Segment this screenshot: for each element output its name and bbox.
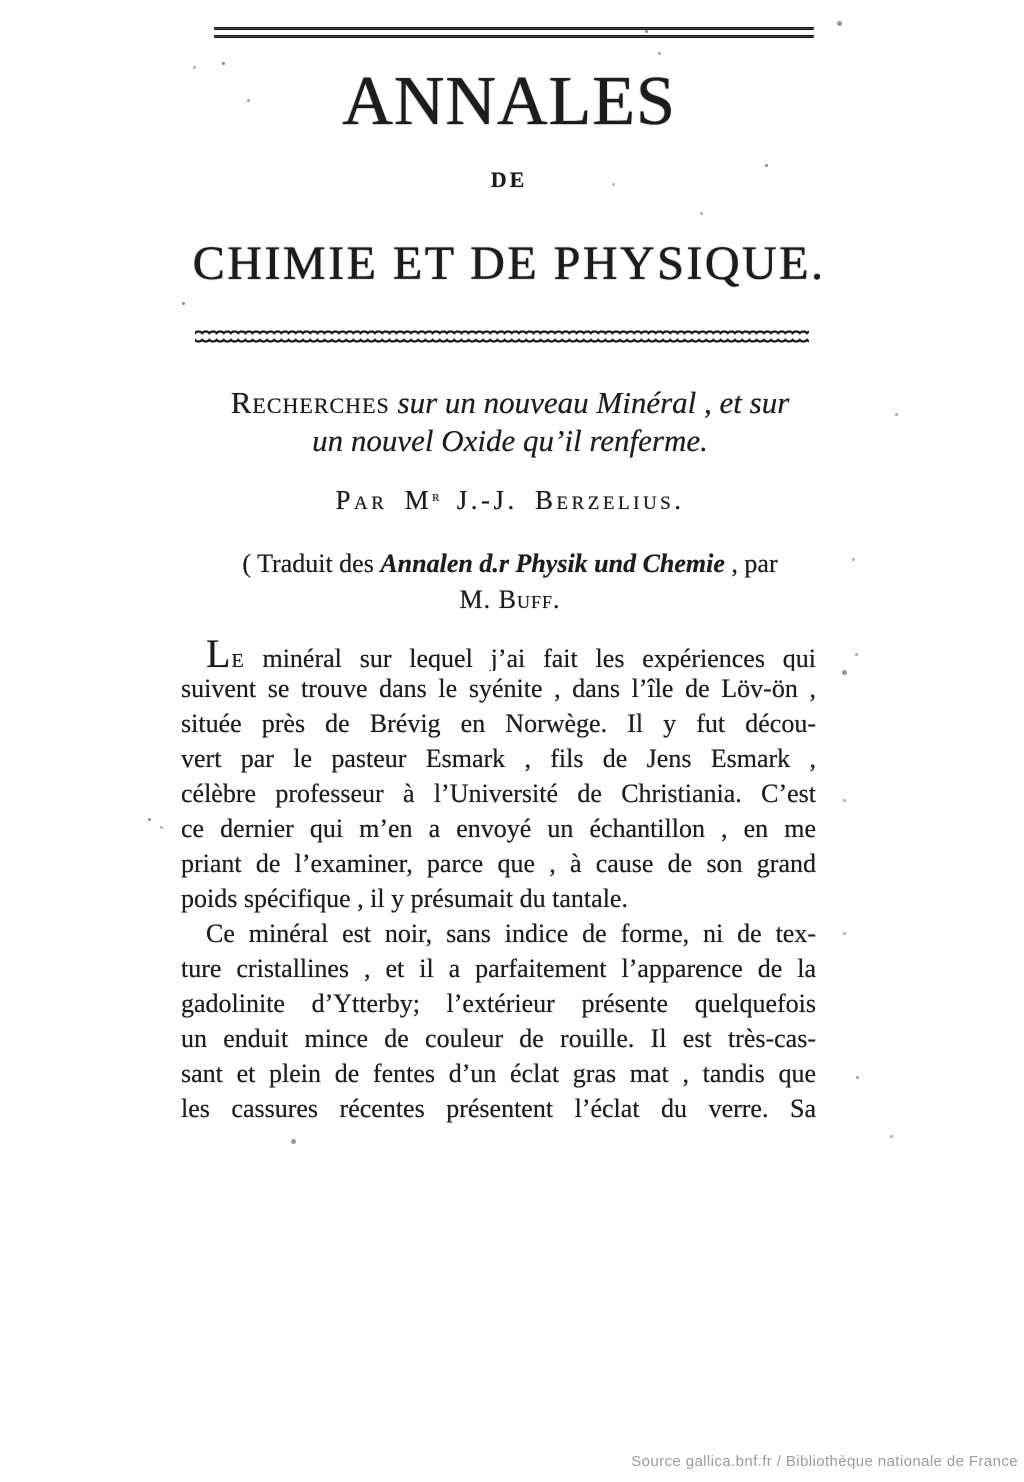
note-source-title: Annalen d.r Physik und Chemie (380, 549, 725, 578)
note-close: , par (724, 549, 778, 578)
translation-note (170, 546, 850, 618)
journal-subtitle: CHIMIE ET DE PHYSIQUE. (192, 237, 826, 290)
paragraph2-line: Ce minéral est noir, sans indice de forme, ni de tex- (206, 919, 816, 948)
paragraph1-line: priant de l’examiner, parce que , à cause de son grand (181, 849, 816, 878)
paragraph2-line: les cassures récentes présentent l’éclat du verre. Sa (181, 1094, 816, 1123)
body-text (181, 636, 816, 1126)
byline (170, 482, 850, 515)
heading-lead-word: Recherches (230, 385, 390, 420)
translation-note-line2: M. Buff. (459, 585, 561, 614)
paragraph1-line: suivent se trouve dans le syénite , dans l’île de Löv-ön , (181, 674, 816, 703)
article-heading-line1 (170, 385, 850, 421)
paragraph1-line: vert par le pasteur Esmark , fils de Jens Esmark , (181, 744, 816, 773)
byline-superscript: r (432, 489, 440, 505)
note-open: ( Traduit des (242, 549, 381, 578)
byline-name: J.-J. Berzelius. (439, 485, 685, 515)
paragraph1-line (181, 636, 816, 671)
drop-initial: L (206, 636, 232, 671)
initial-small-cap: E (231, 650, 245, 671)
paragraph1-line: poids spécifique , il y présumait du tantale. (181, 884, 628, 913)
paragraph2-line: sant et plein de fentes d’un éclat gras mat , tandis que (181, 1059, 816, 1088)
byline-prefix: Par M (335, 485, 433, 515)
paragraph1-line: située près de Brévig en Norwège. Il y fut décou- (181, 709, 816, 738)
journal-connector: DE (490, 167, 528, 192)
double-rule-bottom-line (214, 35, 814, 38)
heading-line1-rest: sur un nouveau Minéral , et sur (389, 385, 790, 420)
paragraph2-line: ture cristallines , et il a parfaitement l’apparence de la (181, 954, 816, 983)
article-heading-line2: un nouvel Oxide qu’il renferme. (312, 423, 708, 458)
translation-note-line1 (170, 546, 850, 582)
gallica-attribution: Source gallica.bnf.fr / Bibliothèque nationale de France (631, 1453, 1018, 1470)
ornamental-coil-rule (195, 328, 809, 345)
paragraph1-line: ce dernier qui m’en a envoyé un échantillon , en me (181, 814, 816, 843)
double-rule (214, 27, 814, 39)
paragraph1-line1-text: minéral sur lequel j’ai fait les expériences qui (244, 644, 816, 671)
journal-title: ANNALES (342, 63, 676, 140)
double-rule-top-line (214, 27, 814, 30)
article-heading (170, 385, 850, 459)
paragraph2-line: gadolinite d’Ytterby; l’extérieur présente quelquefois (181, 989, 816, 1018)
scan-noise-specks (0, 0, 3, 3)
paragraph2-line: un enduit mince de couleur de rouille. Il est très-cas- (181, 1024, 816, 1053)
paragraph1-line: célèbre professeur à l’Université de Christiania. C’est (181, 779, 816, 808)
